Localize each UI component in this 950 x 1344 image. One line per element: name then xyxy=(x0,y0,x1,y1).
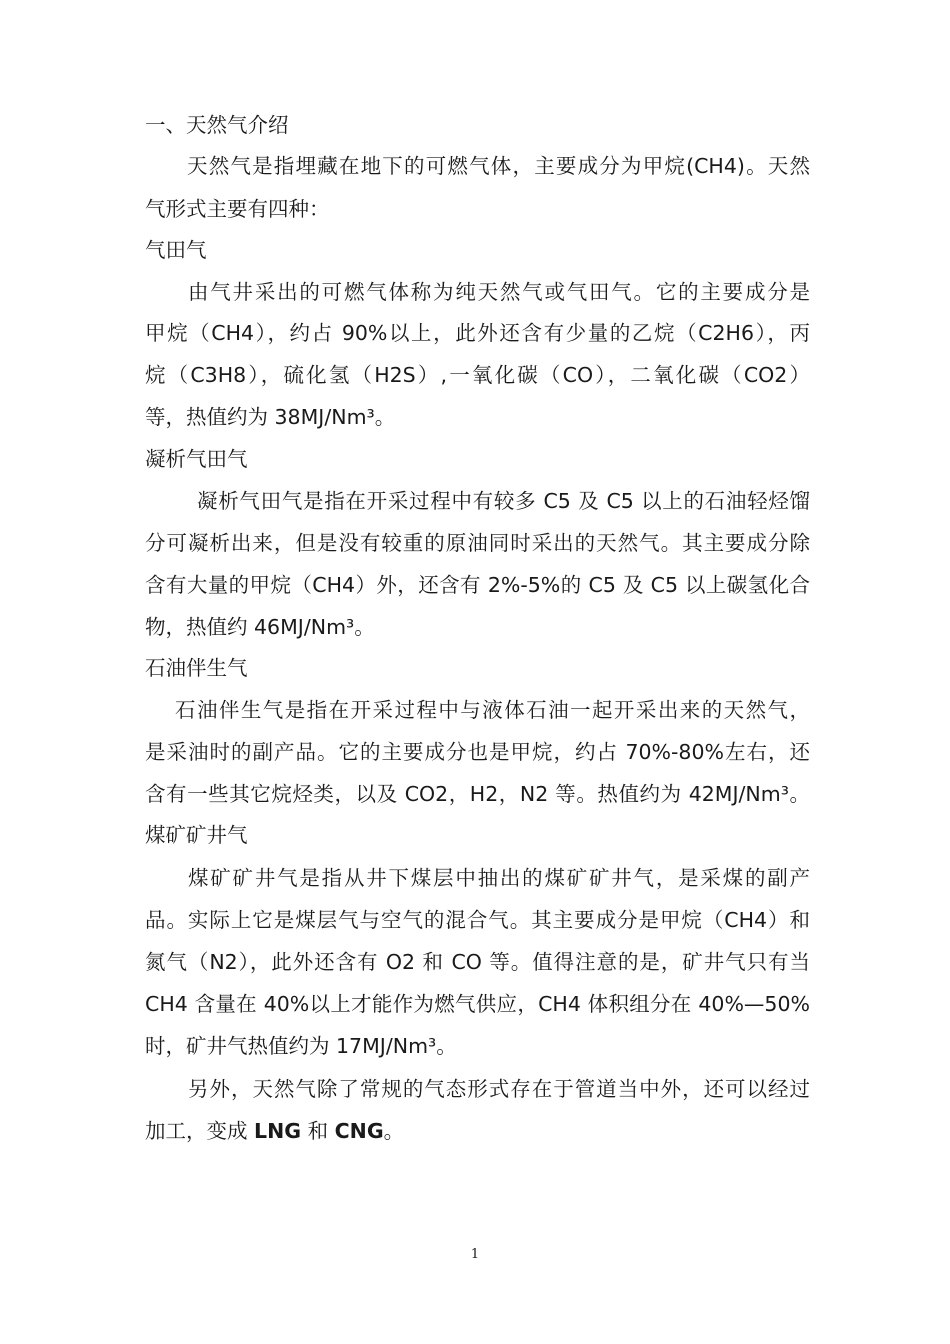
cng-term: CNG xyxy=(334,1119,384,1143)
closing-and: 和 xyxy=(301,1119,335,1143)
section-title: 一、天然气介绍 xyxy=(145,113,289,137)
condensate-line-4: 物，热值约 46MJ/Nm³。 xyxy=(145,615,375,639)
associated-heading: 石油伴生气 xyxy=(145,656,248,680)
associated-line-3: 含有一些其它烷烃类，以及 CO2，H2，N2 等。热值约为 42MJ/Nm³。 xyxy=(145,782,810,806)
gas-field-heading: 气田气 xyxy=(145,238,207,262)
associated-line-1: 石油伴生气是指在开采过程中与液体石油一起开采出来的天然气， xyxy=(175,698,810,722)
coal-mine-heading: 煤矿矿井气 xyxy=(145,823,248,847)
page-number: 1 xyxy=(470,1247,480,1262)
gas-field-line-3: 烷（C3H8），硫化氢（H2S）,一氧化碳（CO），二氧化碳（CO2） xyxy=(145,363,810,387)
coal-mine-line-5: 时，矿井气热值约为 17MJ/Nm³。 xyxy=(145,1034,457,1058)
coal-mine-line-2: 品。实际上它是煤层气与空气的混合气。其主要成分是甲烷（CH4）和 xyxy=(145,908,810,932)
closing-prefix: 加工，变成 xyxy=(145,1119,255,1143)
condensate-line-3: 含有大量的甲烷（CH4）外，还含有 2%-5%的 C5 及 C5 以上碳氢化合 xyxy=(145,573,810,597)
condensate-line-2: 分可凝析出来，但是没有较重的原油同时采出的天然气。其主要成分除 xyxy=(145,531,810,555)
associated-line-2: 是采油时的副产品。它的主要成分也是甲烷，约占 70%-80%左右，还 xyxy=(145,740,810,764)
lng-term: LNG xyxy=(254,1119,302,1143)
condensate-line-1: 凝析气田气是指在开采过程中有较多 C5 及 C5 以上的石油轻烃馏 xyxy=(197,489,810,513)
closing-end: 。 xyxy=(383,1119,405,1143)
intro-line-2: 气形式主要有四种： xyxy=(145,197,330,221)
closing-line-1: 另外，天然气除了常规的气态形式存在于管道当中外，还可以经过 xyxy=(188,1077,810,1101)
coal-mine-line-1: 煤矿矿井气是指从井下煤层中抽出的煤矿矿井气，是采煤的副产 xyxy=(188,866,810,890)
gas-field-line-4: 等，热值约为 38MJ/Nm³。 xyxy=(145,405,396,429)
coal-mine-line-3: 氮气（N2），此外还含有 O2 和 CO 等。值得注意的是，矿井气只有当 xyxy=(145,950,810,974)
gas-field-line-2: 甲烷（CH4），约占 90%以上，此外还含有少量的乙烷（C2H6），丙 xyxy=(145,321,810,345)
intro-line-1: 天然气是指埋藏在地下的可燃气体，主要成分为甲烷(CH4)。天然 xyxy=(187,154,810,178)
coal-mine-line-4: CH4 含量在 40%以上才能作为燃气供应，CH4 体积组分在 40%—50% xyxy=(145,992,810,1016)
closing-line-2 xyxy=(145,1116,810,1146)
condensate-heading: 凝析气田气 xyxy=(145,447,248,471)
gas-field-line-1: 由气井采出的可燃气体称为纯天然气或气田气。它的主要成分是 xyxy=(188,280,810,304)
